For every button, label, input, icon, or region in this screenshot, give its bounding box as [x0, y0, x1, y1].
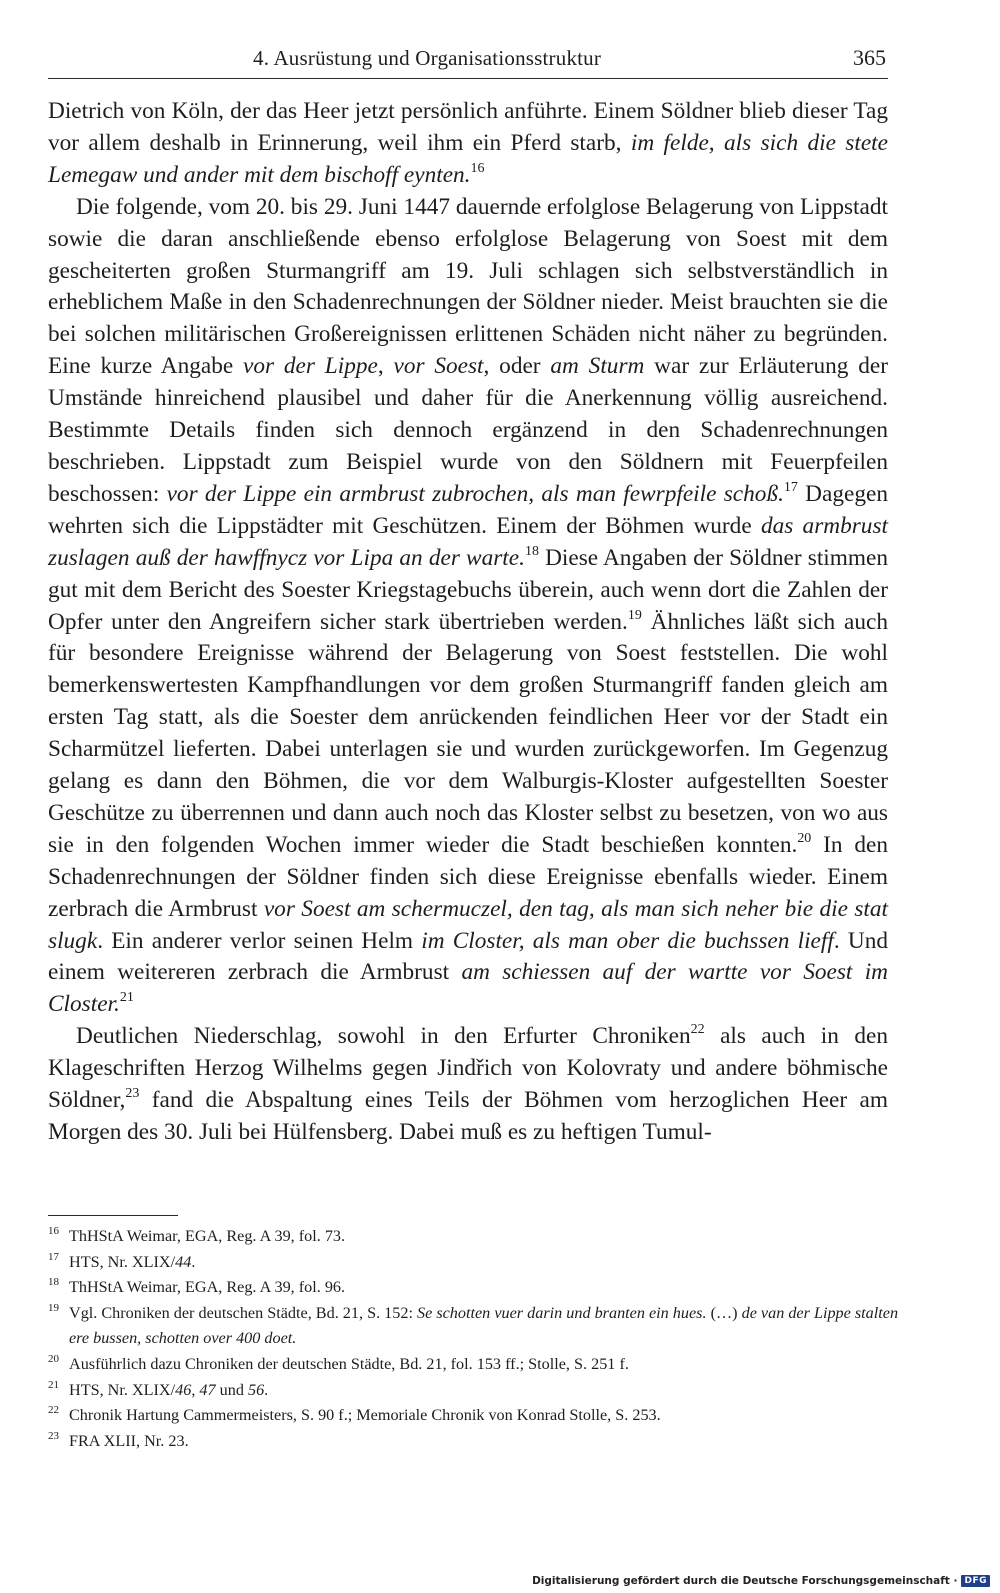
page-header	[48, 44, 888, 79]
footnote-ref: 17	[783, 479, 798, 495]
footnote-text: .	[264, 1380, 269, 1399]
text-run: Dagegen wehrten sich die Lippstädter mit Geschützen. Einem der Böhmen wurde	[48, 480, 888, 539]
italic-quote: am Sturm	[550, 353, 645, 380]
footnote-text: ,	[191, 1380, 200, 1399]
footnote-number: 22	[48, 1404, 59, 1417]
footnote	[48, 1403, 908, 1429]
footnote	[48, 1352, 908, 1378]
footnote-ref: 19	[627, 607, 642, 623]
dfg-logo-icon: DFG	[961, 1575, 990, 1587]
running-title: 4. Ausrüstung und Organisationsstruktur	[253, 46, 602, 70]
footnote-ref: 22	[690, 1022, 705, 1038]
footnote-ref: 20	[797, 830, 812, 846]
footnote-ref: 16	[470, 160, 485, 176]
italic-quote: vor Soest am schermuczel, den tag, als man sich neher bie die stat slugk	[48, 895, 888, 954]
footnote-text: Ausführlich dazu Chroniken der deutschen Städte, Bd. 21, fol. 153 ff.; Stolle, S. 251 f.	[69, 1354, 629, 1373]
footnote-text: .	[191, 1252, 196, 1271]
footnote-text: Vgl. Chroniken der deutschen Städte, Bd. 21, S. 152:	[69, 1303, 417, 1322]
italic-quote: vor der Lippe	[243, 353, 378, 380]
text-run: , oder	[483, 353, 551, 380]
text-run: als auch in den Klageschriften Herzog Wilhelms gegen Jindřich von Kolovraty und andere böhmische Söldner,	[48, 1023, 888, 1114]
footnote-number: 17	[48, 1250, 59, 1263]
text-run: In den Schadenrechnungen der Söldner finden sich diese Ereignisse ebenfalls wieder. Einem zerbrach die Armbrust	[48, 831, 888, 922]
footnote-separator	[48, 1215, 178, 1216]
footnote	[48, 1301, 908, 1352]
text-run: Die folgende, vom 20. bis 29. Juni 1447 dauernde erfolglose Belagerung von Lippstadt sowie die daran anschließende ebenso erfolglose Belagerung von Soest mit dem gescheiterten großen Sturmangriff am 19. Juli schlagen sich selbstverständlich in erheblichem Maße in den Schadenrechnungen der Söldner nieder. Meist brauchten sie die bei solchen militärischen Großereignissen erlittenen Schäden nicht näher zu begründen. Eine kurze Angabe	[48, 193, 888, 380]
footnote-number: 20	[48, 1352, 59, 1365]
text-run: . Und einem weitereren zerbrach die Armbrust	[48, 927, 888, 986]
footnote	[48, 1224, 908, 1250]
footnote-italic: 46	[175, 1380, 192, 1399]
text-run: Ähnliches läßt sich auch für besondere Ereignisse während der Belagerung von Soest feststellen. Die wohl bemerkenswertesten Kampfhandlungen vor dem großen Sturmangriff fanden gleich am ersten Tag statt, als die Soester dem anrückenden feindlichen Heer vor der Stadt ein Scharmützel lieferten. Dabei unterlagen sie und wurden zurückgeworfen. Im Gegenzug gelang es dann den Böhmen, die vor dem Walburgis-Kloster aufgestellten Soester Geschütze zu überrennen und dann auch noch das Kloster selbst zu besetzen, von wo aus sie in den folgenden Wochen immer wieder die Stadt beschießen konnten.	[48, 608, 889, 858]
italic-quote: das armbrust zuslagen auß der hawffnycz vor Lipa an der warte.	[48, 512, 888, 571]
footnote-number: 16	[48, 1225, 59, 1237]
italic-quote: am schiessen auf der wartte vor Soest im Closter.	[48, 959, 888, 1018]
paragraph-3	[48, 1021, 888, 1149]
italic-quote: vor der Lippe ein armbrust zubrochen, als man fewrpfeile schoß.	[166, 480, 784, 507]
paragraph-2	[48, 192, 888, 1022]
footnote-text: ThHStA Weimar, EGA, Reg. A 39, fol. 96.	[69, 1278, 346, 1297]
text-run: ,	[377, 353, 394, 380]
italic-quote: vor Soest	[393, 353, 484, 380]
body-text	[48, 96, 888, 1149]
footnote-text: Chronik Hartung Cammermeisters, S. 90 f.; Memoriale Chronik von Konrad Stolle, S. 253.	[69, 1406, 661, 1425]
text-run: Deutlichen Niederschlag, sowohl in den Erfurter Chroniken	[76, 1023, 691, 1050]
footnote-number: 21	[48, 1378, 59, 1391]
footnote-italic: de van der Lippe stalten ere bussen, schotten over 400 doet.	[69, 1303, 899, 1348]
footnotes	[48, 1224, 908, 1454]
footnote-italic: 44	[175, 1252, 192, 1271]
footnote-italic: 56	[247, 1380, 265, 1399]
footnote-text: ThHStA Weimar, EGA, Reg. A 39, fol. 73.	[69, 1227, 346, 1245]
text-run: war zur Erläuterung der Umstände hinreichend plausibel und daher für die Anerkennung völlig ausreichend. Bestimmte Details finden sich dennoch ergänzend in den Schadenrechnungen beschrieben. Lippstadt zum Beispiel wurde von den Söldnern mit Feuerpfeilen beschossen:	[48, 353, 888, 507]
footnote-text: HTS, Nr. XLIX/	[69, 1380, 176, 1399]
italic-quote: im felde, als sich die stete Lemegaw und ander mit dem bischoff eynten.	[48, 129, 888, 188]
footnote-text: FRA XLII, Nr. 23.	[69, 1431, 189, 1450]
text-run: Diese Angaben der Söldner stimmen gut mit dem Bericht des Soester Kriegstagebuchs überein, auch wenn dort die Zahlen der Opfer unter den Angreifern sicher stark übertrieben werden.	[48, 544, 888, 635]
paragraph-1	[48, 96, 888, 192]
text-run: Dietrich von Köln, der das Heer jetzt persönlich anführte. Einem Söldner blieb dieser Tag vor allem deshalb in Erinnerung, weil ihm ein Pferd starb,	[48, 98, 888, 156]
banner-text: Digitalisierung gefördert durch die Deutsche Forschungsgemeinschaft ·	[532, 1575, 958, 1587]
footnote	[48, 1378, 908, 1404]
footnote-number: 18	[48, 1276, 59, 1289]
footnote-text: und	[215, 1380, 248, 1399]
digitization-banner	[532, 1575, 990, 1587]
footnote-italic: Se schotten vuer darin und branten ein hues.	[417, 1303, 707, 1322]
text-run: . Ein anderer verlor seinen Helm	[97, 927, 422, 954]
footnote	[48, 1250, 908, 1276]
text-run: fand die Abspaltung eines Teils der Böhmen vom herzoglichen Heer am Morgen des 30. Juli bei Hülfensberg. Dabei muß es zu heftigen Tumul-	[48, 1087, 888, 1145]
footnote-ref: 18	[524, 543, 539, 559]
italic-quote: im Closter, als man ober die buchssen lieff	[421, 927, 834, 954]
footnote-ref: 23	[125, 1086, 140, 1102]
footnote-italic: 47	[199, 1380, 216, 1399]
footnote-ref: 21	[119, 990, 134, 1006]
footnote-text: (…)	[706, 1303, 742, 1322]
page-number: 365	[853, 45, 886, 70]
footnote	[48, 1429, 908, 1455]
footnote	[48, 1275, 908, 1301]
footnote-number: 19	[48, 1301, 59, 1314]
footnote-number: 23	[48, 1429, 59, 1442]
footnote-text: HTS, Nr. XLIX/	[69, 1252, 176, 1271]
